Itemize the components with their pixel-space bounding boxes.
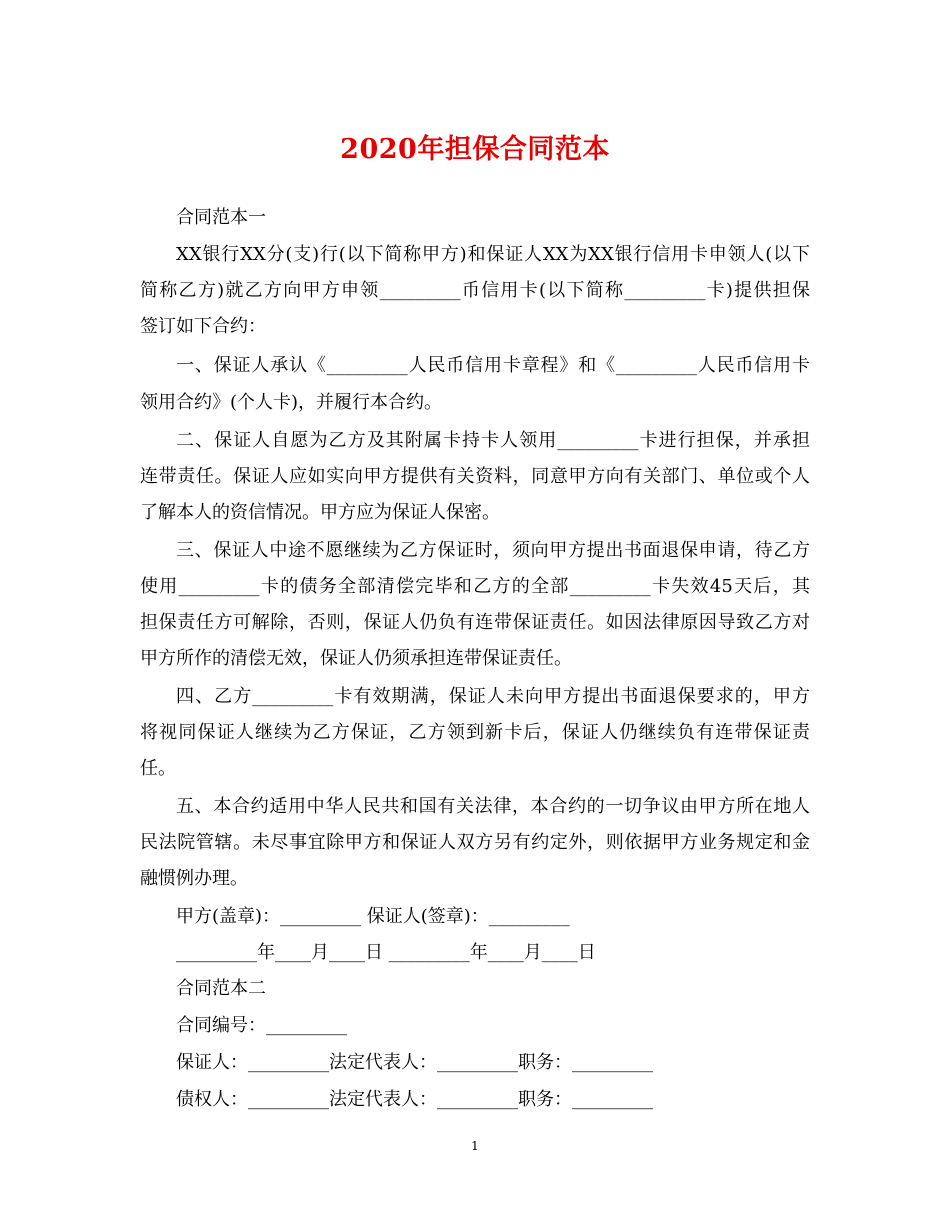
creditor-line: 债权人：_________法定代表人：_________职务：_________ — [176, 1089, 653, 1110]
section-heading-1: 合同范本一 — [176, 207, 266, 228]
paragraph-line: 领用合约》(个人卡)，并履行本合约。 — [140, 392, 443, 413]
section-heading-2: 合同范本二 — [176, 978, 266, 999]
signature-line: 甲方(盖章)：_________ 保证人(签章)：_________ — [176, 906, 570, 927]
document-title: 2020年担保合同范本 — [340, 134, 610, 165]
paragraph-line: 担保责任方可解除，否则，保证人仍负有连带保证责任。如因法律原因导致乙方对 — [140, 612, 810, 633]
paragraph-line: 甲方所作的清偿无效，保证人仍须承担连带保证责任。 — [140, 648, 572, 669]
paragraph-line: 五、本合约适用中华人民共和国有关法律，本合约的一切争议由甲方所在地人 — [176, 796, 810, 817]
guarantor-line: 保证人：_________法定代表人：_________职务：_________ — [176, 1052, 653, 1073]
page-number: 1 — [471, 1139, 479, 1153]
paragraph-line: XX银行XX分(支)行(以下简称甲方)和保证人XX为XX银行信用卡申领人(以下 — [176, 244, 810, 265]
paragraph-line: 民法院管辖。未尽事宜除甲方和保证人双方另有约定外，则依据甲方业务规定和金 — [140, 832, 810, 853]
paragraph-line: 使用_________卡的债务全部清偿完毕和乙方的全部_________卡失效45天后，其 — [140, 576, 810, 597]
paragraph-line: 任。 — [140, 758, 176, 779]
paragraph-line: 连带责任。保证人应如实向甲方提供有关资料，同意甲方向有关部门、单位或个人 — [140, 466, 810, 487]
paragraph-line: 二、保证人自愿为乙方及其附属卡持卡人领用_________卡进行担保，并承担 — [176, 430, 810, 451]
paragraph-line: 四、乙方_________卡有效期满，保证人未向甲方提出书面退保要求的，甲方 — [176, 686, 810, 707]
paragraph-line: 一、保证人承认《_________人民币信用卡章程》和《_________人民币信用卡 — [176, 355, 810, 376]
contract-number-line: 合同编号：_________ — [176, 1015, 347, 1036]
paragraph-line: 三、保证人中途不愿继续为乙方保证时，须向甲方提出书面退保申请，待乙方 — [176, 540, 810, 561]
date-line: _________年____月____日 _________年____月____日 — [176, 942, 596, 963]
paragraph-line: 签订如下合约： — [140, 316, 266, 337]
paragraph-line: 简称乙方)就乙方向甲方申领_________币信用卡(以下简称_________卡)提供担保 — [140, 280, 810, 301]
paragraph-line: 融惯例办理。 — [140, 868, 248, 889]
paragraph-line: 了解本人的资信情况。甲方应为保证人保密。 — [140, 502, 500, 523]
paragraph-line: 将视同保证人继续为乙方保证，乙方领到新卡后，保证人仍继续负有连带保证责 — [140, 722, 810, 743]
